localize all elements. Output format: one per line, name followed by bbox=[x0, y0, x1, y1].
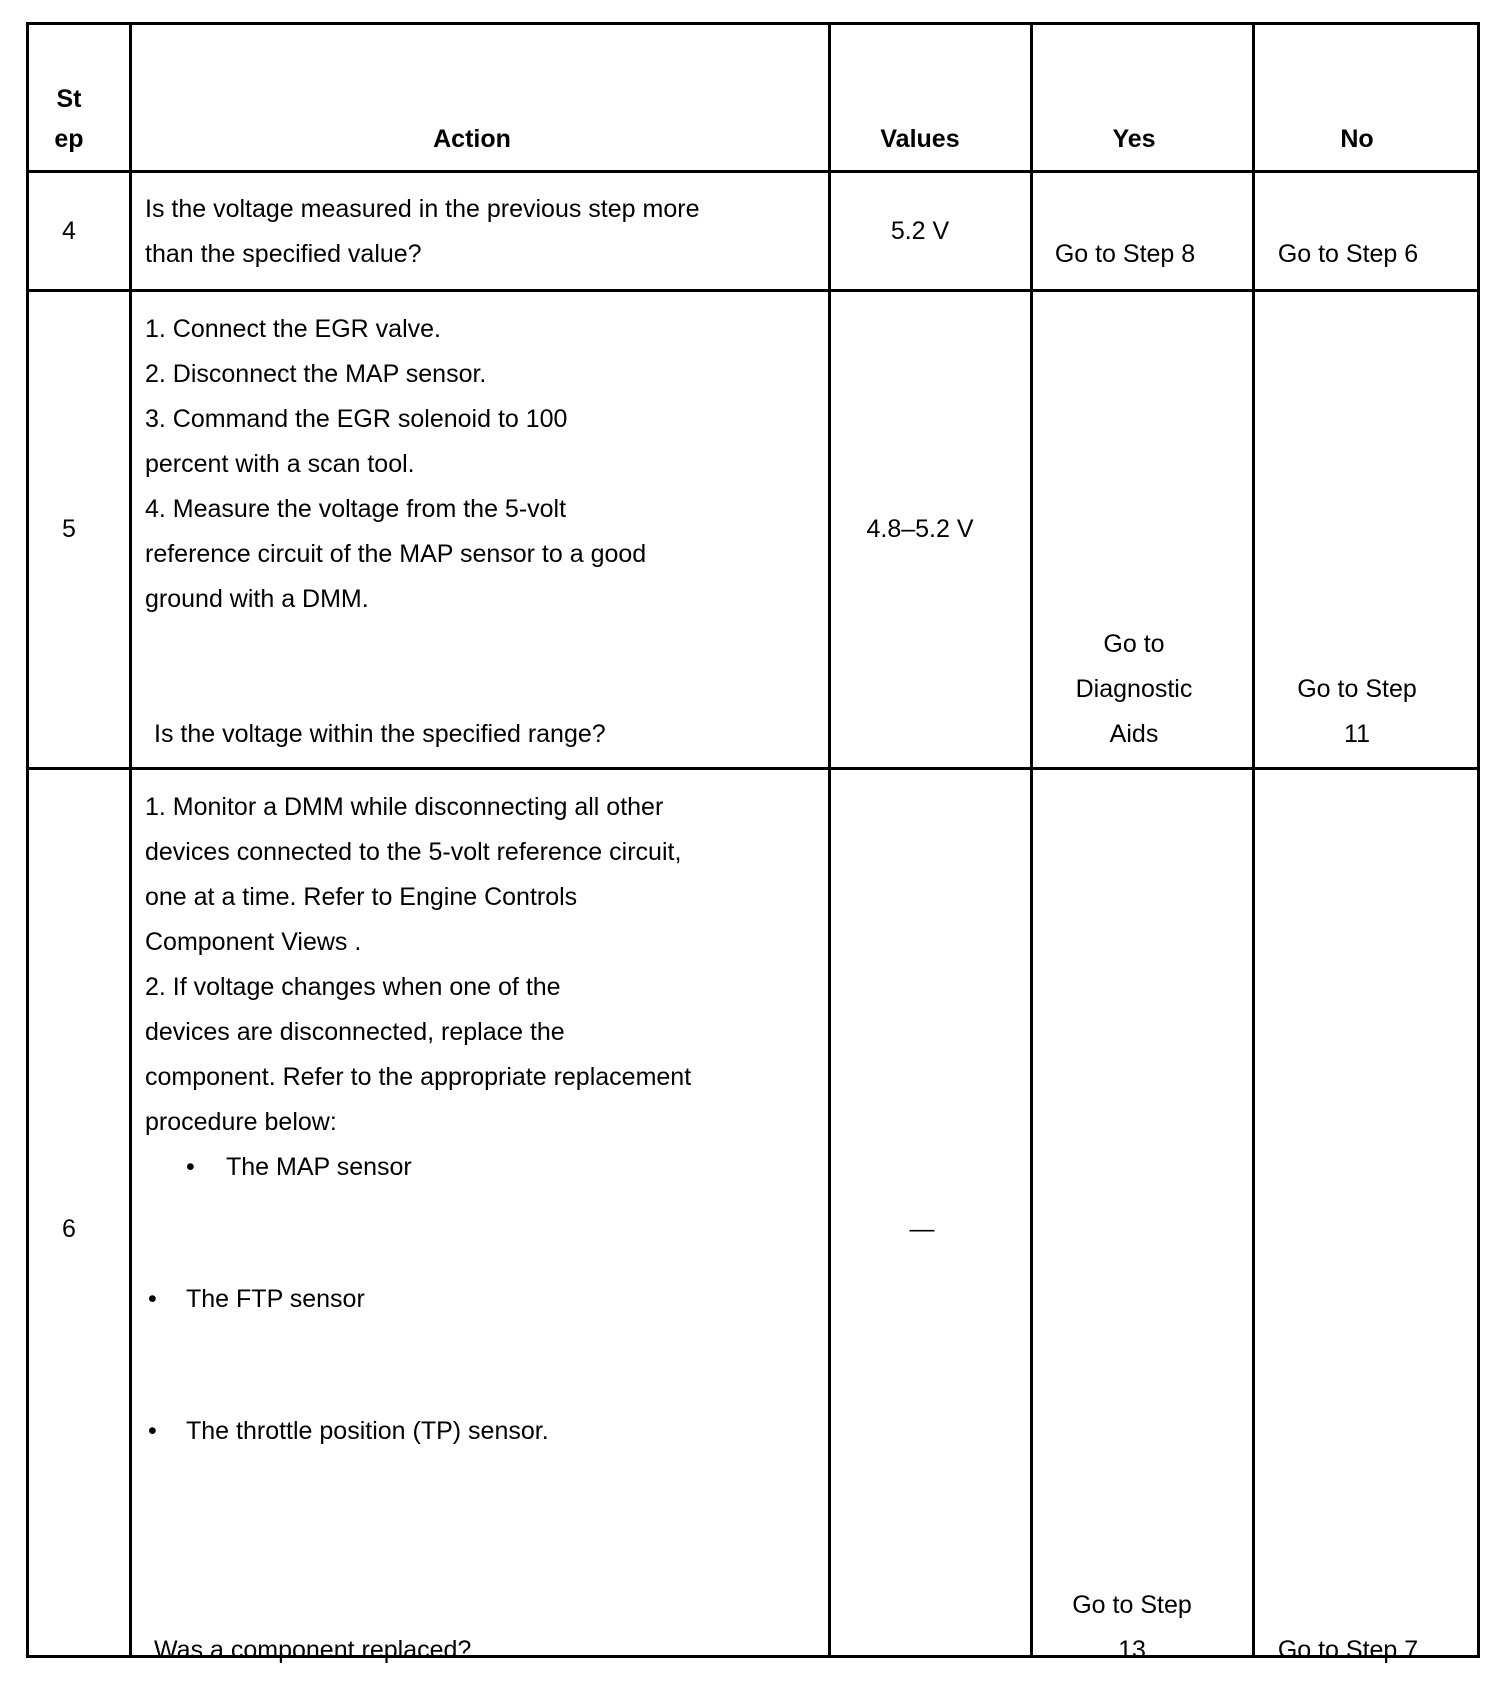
yes-goto: Go to bbox=[1103, 630, 1165, 658]
header-yes: Yes bbox=[1112, 125, 1156, 153]
column-divider bbox=[1030, 22, 1033, 1658]
action-line: Component Views . bbox=[145, 928, 362, 956]
bullet-icon: • bbox=[186, 1153, 195, 1181]
bullet-item: The throttle position (TP) sensor. bbox=[186, 1417, 549, 1445]
action-line: reference circuit of the MAP sensor to a good bbox=[145, 540, 647, 568]
header-step: St bbox=[56, 85, 82, 113]
value: — bbox=[909, 1215, 935, 1243]
column-divider bbox=[828, 22, 831, 1658]
action-line: one at a time. Refer to Engine Controls bbox=[145, 883, 578, 911]
header-no: No bbox=[1340, 125, 1374, 153]
action-line: 1. Monitor a DMM while disconnecting all other bbox=[145, 793, 664, 821]
yes-goto: Aids bbox=[1109, 720, 1159, 748]
column-divider bbox=[1252, 22, 1255, 1658]
no-goto: Go to Step 7 bbox=[1277, 1636, 1419, 1664]
action-line: devices are disconnected, replace the bbox=[145, 1018, 565, 1046]
step-number: 5 bbox=[62, 515, 76, 543]
action-line: 4. Measure the voltage from the 5-volt bbox=[145, 495, 567, 523]
action-line: procedure below: bbox=[145, 1108, 337, 1136]
table-border-left bbox=[26, 22, 29, 1658]
action-line: percent with a scan tool. bbox=[145, 450, 415, 478]
action-line: devices connected to the 5-volt reference circuit, bbox=[145, 838, 682, 866]
action-line: 1. Connect the EGR valve. bbox=[145, 315, 441, 343]
value: 5.2 V bbox=[890, 217, 950, 245]
no-goto: Go to Step bbox=[1297, 675, 1417, 703]
action-line: 3. Command the EGR solenoid to 100 bbox=[145, 405, 568, 433]
yes-goto: Go to Step bbox=[1072, 1591, 1192, 1619]
table-border-right bbox=[1477, 22, 1480, 1658]
yes-goto: Go to Step 8 bbox=[1054, 240, 1196, 268]
action-question: Is the voltage within the specified range? bbox=[154, 720, 606, 748]
step-number: 4 bbox=[62, 217, 76, 245]
no-goto: 11 bbox=[1344, 720, 1370, 748]
bullet-item: The MAP sensor bbox=[226, 1153, 412, 1181]
action-question: Was a component replaced? bbox=[154, 1636, 472, 1664]
action-line: Is the voltage measured in the previous step more bbox=[145, 195, 700, 223]
step-number: 6 bbox=[62, 1215, 76, 1243]
action-line: 2. If voltage changes when one of the bbox=[145, 973, 561, 1001]
row-divider bbox=[26, 289, 1480, 292]
bullet-item: The FTP sensor bbox=[186, 1285, 365, 1313]
value: 4.8–5.2 V bbox=[866, 515, 974, 543]
yes-goto: 13 bbox=[1118, 1636, 1146, 1664]
action-line: ground with a DMM. bbox=[145, 585, 369, 613]
action-line: component. Refer to the appropriate replacement bbox=[145, 1063, 692, 1091]
yes-goto: Diagnostic bbox=[1075, 675, 1193, 703]
bullet-icon: • bbox=[148, 1417, 157, 1445]
header-action: Action bbox=[433, 125, 511, 153]
bullet-icon: • bbox=[148, 1285, 157, 1313]
diagnostic-table bbox=[26, 22, 1480, 1664]
action-line: 2. Disconnect the MAP sensor. bbox=[145, 360, 487, 388]
header-values: Values bbox=[880, 125, 960, 153]
no-goto: Go to Step 6 bbox=[1277, 240, 1419, 268]
row-divider bbox=[26, 767, 1480, 770]
header-divider bbox=[26, 170, 1480, 173]
column-divider bbox=[129, 22, 132, 1658]
header-step-wrap: ep bbox=[54, 125, 84, 153]
table-border-top bbox=[26, 22, 1480, 25]
action-line: than the specified value? bbox=[145, 240, 422, 268]
